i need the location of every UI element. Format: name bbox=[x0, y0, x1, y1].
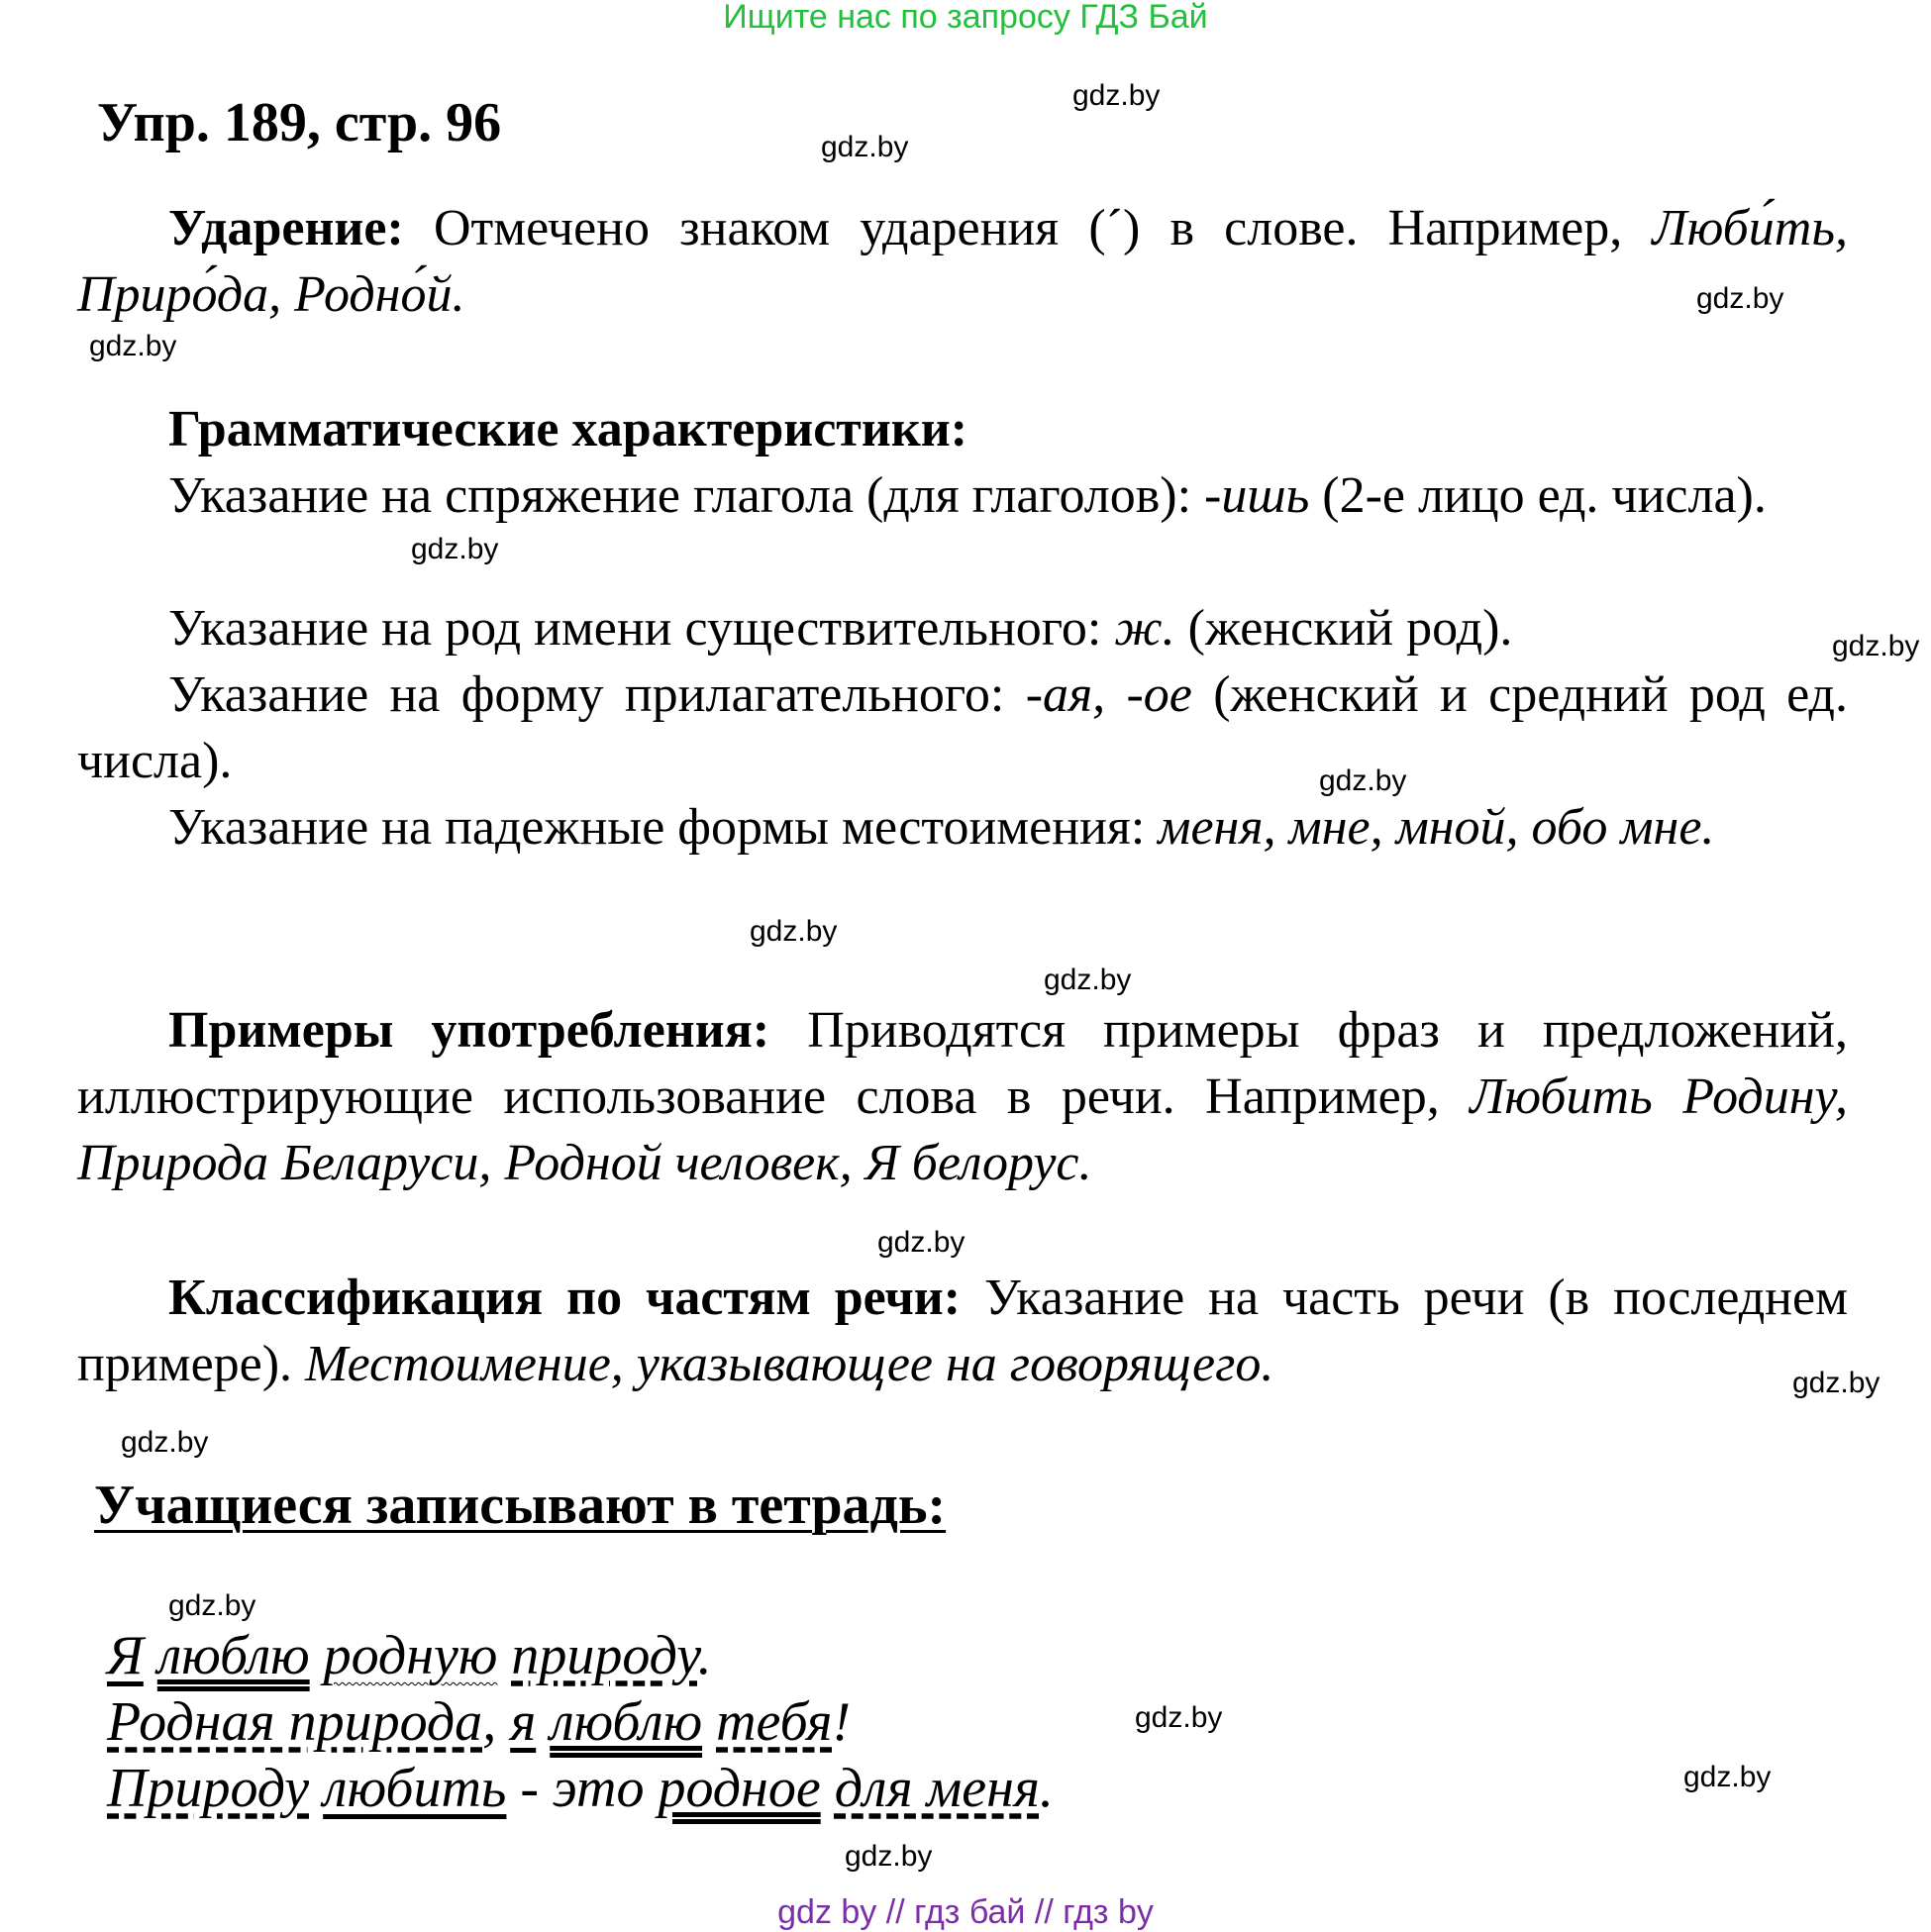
object-word: Природу bbox=[107, 1758, 310, 1819]
classification-paragraph: Классификация по частям речи: Указание на часть речи (в последнем примере). Местоимение, указывающее на говорящего. bbox=[77, 1270, 1848, 1392]
watermark: gdz.by bbox=[1044, 964, 1132, 996]
predicate-word: родное bbox=[658, 1758, 821, 1819]
predicate-word: люблю bbox=[156, 1625, 310, 1686]
watermark: gdz.by bbox=[750, 915, 838, 948]
watermark: gdz.by bbox=[411, 533, 499, 565]
subject-word: я bbox=[510, 1691, 537, 1753]
watermark: gdz.by bbox=[1696, 282, 1784, 315]
address-phrase: Родная природа bbox=[107, 1691, 483, 1753]
usage-label: Примеры употребления: bbox=[168, 1002, 770, 1059]
notebook-heading: Учащиеся записывают в тетрадь: bbox=[94, 1474, 947, 1536]
watermark: gdz.by bbox=[121, 1426, 209, 1459]
grammar-pronoun: Указание на падежные формы местоимения: меня, мне, мной, обо мне. bbox=[168, 799, 1715, 856]
stress-label: Ударение: bbox=[168, 200, 404, 256]
watermark: gdz.by bbox=[168, 1589, 256, 1622]
grammar-adjective: Указание на форму прилагательного: -ая, -ое (женский и средний род ед. числа). bbox=[77, 666, 1848, 789]
watermark: gdz.by bbox=[1792, 1367, 1880, 1399]
bottom-banner: gdz by // гдз бай // гдз by bbox=[777, 1893, 1154, 1931]
grammar-verb: Указание на спряжение глагола (для глаголов): -ишь (2-е лицо ед. числа). bbox=[168, 467, 1767, 524]
watermark: gdz.by bbox=[1072, 79, 1161, 112]
subject-word: Я bbox=[107, 1625, 144, 1686]
watermark: gdz.by bbox=[1683, 1761, 1772, 1793]
grammar-noun: Указание на род имени существительного: ж. (женский род). bbox=[168, 600, 1513, 657]
notebook-line-2: Родная природа, я люблю тебя! bbox=[107, 1691, 852, 1753]
classification-label: Классификация по частям речи: bbox=[168, 1270, 962, 1326]
top-banner: Ищите нас по запросу ГДЗ Бай bbox=[723, 0, 1208, 36]
watermark: gdz.by bbox=[1832, 630, 1920, 662]
object-phrase: для меня bbox=[834, 1758, 1040, 1819]
watermark: gdz.by bbox=[89, 330, 177, 362]
subject-word: любить bbox=[323, 1758, 507, 1819]
grammar-heading: Грамматические характеристики: bbox=[168, 401, 968, 458]
watermark: gdz.by bbox=[1135, 1701, 1223, 1734]
stress-text: Отмечено знаком ударения (´) в слове. Например, bbox=[403, 200, 1653, 256]
page-title: Упр. 189, стр. 96 bbox=[97, 92, 502, 153]
notebook-line-1: Я люблю родную природу. bbox=[107, 1625, 712, 1686]
stress-paragraph bbox=[77, 195, 1848, 328]
attribute-word: родную bbox=[323, 1625, 498, 1686]
watermark: gdz.by bbox=[1319, 764, 1407, 797]
watermark: gdz.by bbox=[821, 131, 909, 163]
predicate-word: люблю bbox=[550, 1691, 703, 1753]
watermark: gdz.by bbox=[845, 1840, 933, 1873]
object-word: тебя bbox=[716, 1691, 833, 1753]
stress-examples: Люби́ть, Приро́да, Родно́й. bbox=[77, 200, 1848, 323]
watermark: gdz.by bbox=[877, 1226, 966, 1259]
usage-paragraph: Примеры употребления: Приводятся примеры фраз и предложений, иллюстрирующие использование слова в речи. Например, Любить Родину, Природа Беларуси, Родной человек, Я белорус. bbox=[77, 1002, 1848, 1191]
object-word: природу bbox=[511, 1625, 698, 1686]
notebook-line-3: Природу любить - это родное для меня. bbox=[107, 1758, 1054, 1819]
